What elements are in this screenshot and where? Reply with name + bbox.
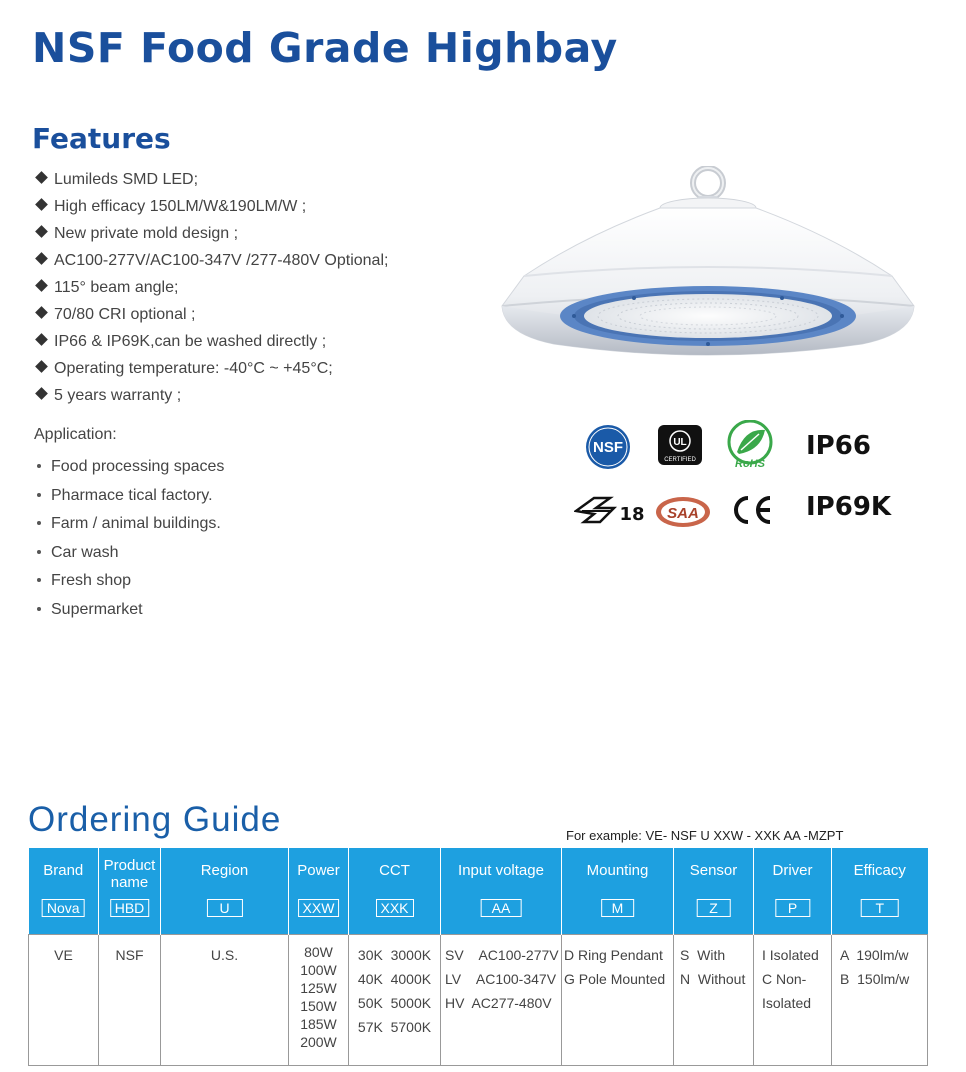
cell-region: U.S. <box>161 935 289 1066</box>
cell-product: NSF <box>99 935 161 1066</box>
dot-bullet-icon <box>37 464 41 468</box>
cell-input-voltage: SV AC100-277V LV AC100-347V HV AC277-480V <box>441 935 562 1066</box>
code-box: M <box>601 899 635 917</box>
nsf-logo-text: NSF <box>593 439 623 456</box>
dot-bullet-icon <box>37 521 41 525</box>
application-heading: Application: <box>34 426 117 443</box>
code-box: T <box>860 899 899 917</box>
application-item: Food processing spaces <box>34 453 224 482</box>
dot-bullet-icon <box>37 607 41 611</box>
svg-text:UL: UL <box>673 437 687 448</box>
application-list <box>34 453 224 624</box>
features-list <box>34 166 388 409</box>
diamond-bullet-icon <box>35 387 48 400</box>
cell-mounting: D Ring Pendant G Pole Mounted <box>562 935 674 1066</box>
erp-number-text: 18 <box>619 504 645 525</box>
diamond-bullet-icon <box>35 171 48 184</box>
application-item: Fresh shop <box>34 567 224 596</box>
application-item: Car wash <box>34 539 224 568</box>
nsf-logo-icon <box>585 424 631 470</box>
cell-power: 80W 100W 125W 150W 185W 200W <box>289 935 349 1066</box>
saa-logo-text: SAA <box>667 505 699 522</box>
diamond-bullet-icon <box>35 198 48 211</box>
table-row <box>29 935 928 1066</box>
dot-bullet-icon <box>37 493 41 497</box>
ordering-example: For example: VE- NSF U XXW - XXK AA -MZPT <box>566 828 844 843</box>
feature-item: 70/80 CRI optional ; <box>34 301 388 328</box>
diamond-bullet-icon <box>35 252 48 265</box>
feature-item: High efficacy 150LM/W&190LM/W ; <box>34 193 388 220</box>
code-box: P <box>775 899 810 917</box>
application-item: Supermarket <box>34 596 224 625</box>
table-header-row <box>29 848 928 935</box>
dot-bullet-icon <box>37 550 41 554</box>
application-item: Pharmace tical factory. <box>34 482 224 511</box>
ul-certified-logo-icon <box>658 425 702 465</box>
code-box: U <box>206 899 242 917</box>
feature-item: IP66 & IP69K,can be washed directly ; <box>34 328 388 355</box>
feature-item: 115° beam angle; <box>34 274 388 301</box>
column-header-mounting: Mounting M <box>562 848 674 935</box>
page-title: NSF Food Grade Highbay <box>32 24 618 72</box>
feature-item: New private mold design ; <box>34 220 388 247</box>
rohs-logo-text: RoHS <box>735 458 765 470</box>
feature-item: 5 years warranty ; <box>34 382 388 409</box>
rohs-logo-icon <box>725 420 775 470</box>
column-header-cct: CCT XXK <box>349 848 441 935</box>
diamond-bullet-icon <box>35 225 48 238</box>
code-box: AA <box>481 899 522 917</box>
cell-driver: I Isolated C Non- Isolated <box>754 935 832 1066</box>
code-box: Z <box>696 899 731 917</box>
column-header-power: Power XXW <box>289 848 349 935</box>
ce-mark-icon <box>730 494 774 526</box>
column-header-input-voltage: Input voltage AA <box>441 848 562 935</box>
column-header-sensor: Sensor Z <box>674 848 754 935</box>
diamond-bullet-icon <box>35 306 48 319</box>
feature-item: Lumileds SMD LED; <box>34 166 388 193</box>
ip66-rating: IP66 <box>806 431 871 461</box>
column-header-product-name: Product name HBD <box>99 848 161 935</box>
code-box: Nova <box>42 899 85 917</box>
features-heading: Features <box>32 122 171 155</box>
code-box: XXK <box>375 899 413 917</box>
code-box: HBD <box>110 899 150 917</box>
column-header-efficacy: Efficacy T <box>832 848 928 935</box>
ul-certified-text: CERTIFIED <box>664 457 696 463</box>
column-header-region: Region U <box>161 848 289 935</box>
erp-logo-icon <box>574 494 646 528</box>
feature-item: AC100-277V/AC100-347V /277-480V Optional; <box>34 247 388 274</box>
diamond-bullet-icon <box>35 333 48 346</box>
highbay-lamp-image <box>494 166 924 386</box>
dot-bullet-icon <box>37 578 41 582</box>
cell-sensor: S With N Without <box>674 935 754 1066</box>
cell-brand: VE <box>29 935 99 1066</box>
cell-efficacy: A 190lm/w B 150lm/w <box>832 935 928 1066</box>
diamond-bullet-icon <box>35 360 48 373</box>
diamond-bullet-icon <box>35 279 48 292</box>
feature-item: Operating temperature: -40°C ~ +45°C; <box>34 355 388 382</box>
column-header-brand: Brand Nova <box>29 848 99 935</box>
ip69k-rating: IP69K <box>806 492 892 522</box>
cell-cct: 30K 3000K 40K 4000K 50K 5000K 57K 5700K <box>349 935 441 1066</box>
ordering-table <box>28 848 928 1066</box>
ordering-guide-heading: Ordering Guide <box>28 800 282 839</box>
saa-logo-icon <box>654 495 712 529</box>
code-box: XXW <box>298 899 340 917</box>
column-header-driver: Driver P <box>754 848 832 935</box>
application-item: Farm / animal buildings. <box>34 510 224 539</box>
